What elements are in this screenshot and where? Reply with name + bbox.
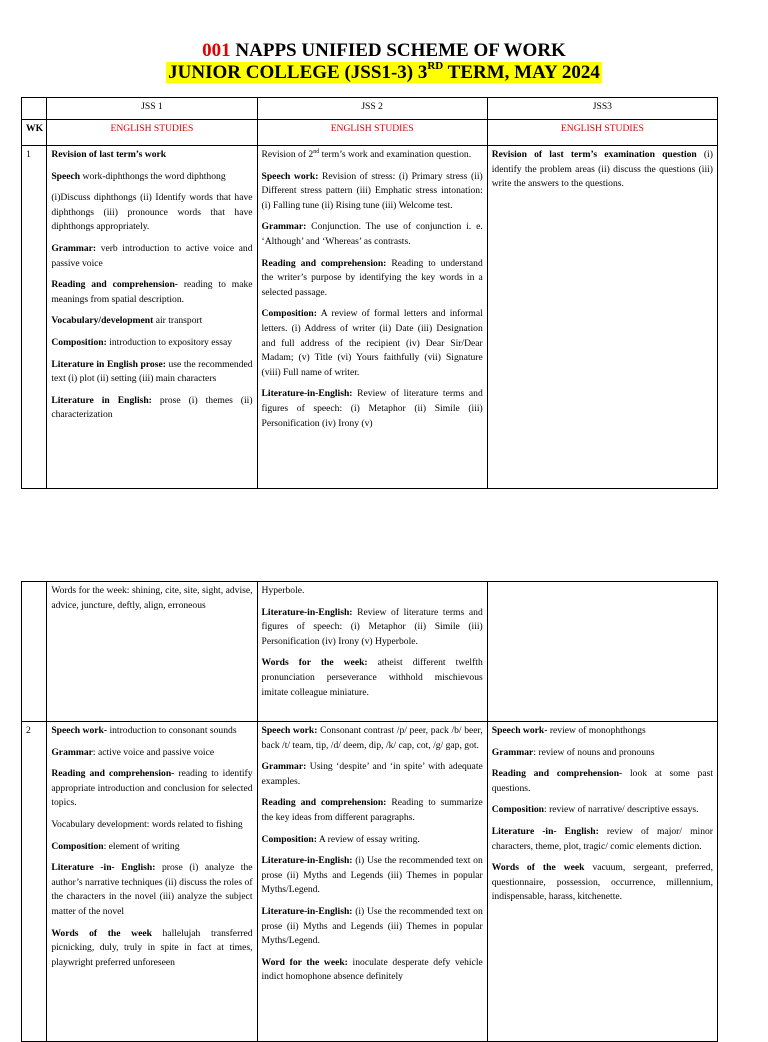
topic-heading: Word for the week:	[261, 956, 348, 968]
topic-text: Hyperbole.	[261, 585, 305, 596]
topic-paragraph	[51, 278, 252, 307]
topic-paragraph	[262, 854, 483, 898]
topic-paragraph	[262, 724, 483, 753]
topic-text: air transport	[153, 315, 203, 327]
topic-text: : active voice and passive voice	[92, 746, 215, 758]
topic-paragraph	[492, 724, 713, 739]
topic-paragraph	[51, 148, 252, 163]
topic-heading: Grammar:	[51, 242, 97, 254]
topic-paragraph	[51, 861, 252, 919]
topic-heading: Speech	[51, 170, 81, 182]
topic-text: Revision of stress: (i) Primary stress (ii) Different stress pattern (iii) Emphatic stress intonation: (i) Falling tune (ii) Rising tune (iii) Welcome test.	[261, 170, 483, 211]
subject-row	[22, 120, 718, 146]
topic-heading: Reading and comprehension:	[261, 257, 387, 269]
wk-header: WK	[22, 120, 47, 146]
topic-paragraph	[262, 796, 483, 825]
scheme-table-page1	[21, 97, 718, 489]
topic-text: (i) Use the recommended text on prose (ii) Myths and Legends (iii) Themes in popular Myths/Legend.	[261, 855, 483, 896]
week1-jss1-content	[47, 146, 257, 489]
topic-heading: Words of the week	[51, 927, 152, 939]
week1-jss2-content	[257, 146, 487, 489]
topic-heading: Literature -in- English:	[51, 862, 156, 874]
topic-heading: Revision of last term’s work	[51, 149, 167, 160]
topic-paragraph	[262, 170, 483, 214]
topic-paragraph	[262, 905, 483, 949]
topic-paragraph	[262, 606, 483, 650]
topic-paragraph	[262, 760, 483, 789]
title-number: 001	[202, 40, 231, 61]
topic-paragraph	[51, 746, 252, 761]
topic-text: hallelujah transferred picnicking, duly, truly in spite in fact at times, playwright preferred unforeseen	[51, 927, 253, 968]
topic-heading: Literature -in- English:	[491, 825, 599, 837]
topic-heading: Literature in English prose:	[51, 358, 166, 370]
topic-heading: Words of the week	[491, 862, 585, 874]
topic-text: (i) identify the problem areas (ii) discuss the questions (iii) write the answers to the questions.	[491, 149, 713, 190]
document-title	[0, 40, 768, 62]
topic-paragraph	[51, 242, 252, 271]
week-row-continued	[22, 582, 718, 722]
topic-heading: Speech work:	[261, 170, 319, 182]
topic-paragraph	[262, 833, 483, 848]
topic-heading: Composition	[491, 804, 544, 816]
topic-text: Reading to understand the writer’s purpose by identifying the key words in a selected passage.	[261, 257, 483, 298]
topic-text: : review of nouns and pronouns	[533, 746, 655, 758]
topic-paragraph	[262, 956, 483, 985]
topic-text: A review of formal letters and informal letters. (i) Address of writer (ii) Date (iii) Designation and full address of the recipient (iv) Dear Sir/Dear Madam; (v) Title (vi) Yours faithfully (vii) Signature (viii) Full name of writer.	[261, 308, 483, 378]
header-jss1: JSS 1	[47, 98, 257, 120]
topic-text: Review of literature terms and figures of speech: (i) Metaphor (ii) Simile (iii) Personification (iv) Irony (v)	[261, 388, 483, 429]
topic-heading: Literature-in-English:	[261, 606, 353, 618]
header-jss2: JSS 2	[257, 98, 487, 120]
subtitle-part-b: TERM, MAY 2024	[443, 62, 600, 83]
week-number: 2	[22, 722, 47, 1042]
header-jss3: JSS3	[487, 98, 717, 120]
topic-paragraph	[51, 724, 252, 739]
topic-paragraph	[262, 584, 483, 599]
week1-jss2-intro: Revision of 2nd term’s work and examination question.	[261, 149, 472, 160]
topic-heading: Speech work:	[261, 725, 318, 736]
topic-text: (i) Use the recommended text on prose (ii) Myths and Legends (iii) Themes in popular Myths/Legend.	[261, 905, 483, 947]
topic-paragraph	[492, 746, 713, 761]
week1-cont-jss3-content	[487, 582, 717, 722]
topic-heading: Literature-in-English:	[261, 855, 353, 867]
empty-wk-cell	[22, 582, 47, 722]
topic-paragraph	[492, 825, 713, 854]
week-row	[22, 146, 718, 489]
week-number: 1	[22, 146, 47, 489]
topic-paragraph	[51, 314, 252, 329]
topic-heading: Reading and comprehension:	[261, 797, 387, 809]
topic-text: Using ‘despite’ and ‘in spite’ with adequate examples.	[261, 761, 483, 787]
topic-text: Conjunction. The use of conjunction i. e. ‘Although’ and ‘Whereas’ as contrasts.	[261, 221, 483, 247]
topic-text: reading to make meanings from spatial description.	[51, 279, 253, 305]
topic-text: prose (i) themes (ii) characterization	[51, 394, 253, 421]
week-row	[22, 722, 718, 1042]
topic-heading: Vocabulary/development	[51, 315, 154, 327]
topic-paragraph	[262, 257, 483, 301]
topic-paragraph	[262, 220, 483, 249]
topic-text: A review of essay writing.	[316, 833, 420, 845]
topic-text: : review of narrative/ descriptive essays.	[544, 804, 699, 816]
topic-heading: Composition:	[261, 308, 317, 320]
week1-cont-jss2-content	[257, 582, 487, 722]
topic-text: reading to identify appropriate introduction and conclusion for selected topics.	[51, 768, 253, 809]
document-subtitle	[0, 62, 768, 84]
subtitle-superscript: RD	[427, 60, 444, 72]
topic-text: Consonant contrast /p/ peer, pack /b/ beer, back /t/ team, tip, /d/ deem, dip, /k/ cap, cot, /g/ gap, got.	[261, 725, 483, 751]
topic-text: Vocabulary development: words related to fishing	[51, 818, 243, 830]
topic-heading: Words for the week:	[261, 657, 368, 669]
topic-heading: Grammar:	[261, 761, 307, 773]
topic-text: Reading to summarize the key ideas from different paragraphs.	[261, 797, 483, 823]
topic-heading: Grammar:	[261, 221, 307, 233]
subject-jss1: ENGLISH STUDIES	[47, 120, 257, 146]
topic-text: look at some past questions.	[491, 768, 713, 794]
topic-heading: Reading and comprehension-	[51, 768, 175, 780]
empty-header-cell	[22, 98, 47, 120]
week1-jss2-list	[262, 170, 483, 432]
week2-jss1-content	[47, 722, 257, 1042]
topic-paragraph	[51, 191, 252, 235]
topic-text: (i)Discuss diphthongs (ii) Identify words that have diphthongs (iii) pronounce words that have diphthongs appropriately.	[51, 192, 253, 233]
topic-text: inoculate desperate defy vehicle indict homophone absence definitely	[261, 956, 483, 983]
topic-heading: Speech work-	[491, 725, 548, 736]
topic-text: introduction to consonant sounds	[107, 725, 237, 736]
topic-paragraph	[51, 358, 252, 387]
week2-jss3-content	[487, 722, 717, 1042]
topic-paragraph	[262, 656, 483, 700]
topic-text: review of major/ minor characters, theme, plot, tragic/ comic elements diction.	[491, 825, 713, 852]
topic-paragraph	[492, 148, 713, 192]
topic-text: introduction to expository essay	[106, 336, 233, 348]
topic-heading: Literature-in-English:	[261, 905, 353, 917]
topic-text: work-diphthongs the word diphthong	[80, 170, 226, 182]
topic-paragraph	[51, 927, 252, 971]
title-text: NAPPS UNIFIED SCHEME OF WORK	[230, 40, 566, 61]
topic-paragraph	[262, 387, 483, 431]
topic-text: prose (i) analyze the author’s narrative techniques (ii) discuss the roles of the characters in the novel (iii) analyze the subject matter of the novel	[51, 862, 253, 917]
subject-jss3: ENGLISH STUDIES	[487, 120, 717, 146]
topic-paragraph	[51, 394, 252, 423]
topic-text: atheist different twelfth pronunciation perseverance withhold mischievous imitate colleague miniature.	[261, 657, 483, 698]
topic-heading: Literature in English:	[51, 394, 152, 406]
topic-paragraph	[492, 861, 713, 905]
class-header-row	[22, 98, 718, 120]
topic-heading: Speech work-	[51, 725, 108, 736]
topic-paragraph	[492, 767, 713, 796]
topic-heading: Composition	[51, 840, 104, 852]
topic-heading: Grammar	[491, 746, 534, 758]
topic-paragraph	[51, 767, 252, 811]
subtitle-part-a: JUNIOR COLLEGE (JSS1-3) 3	[168, 62, 428, 83]
topic-paragraph	[51, 818, 252, 833]
topic-text: review of monophthongs	[547, 725, 646, 736]
week2-jss2-content	[257, 722, 487, 1042]
week1-jss3-content	[487, 146, 717, 489]
subtitle-highlight	[166, 62, 602, 83]
topic-text: Words for the week: shining, cite, site, sight, advise, advice, juncture, deftly, align, erroneous	[51, 585, 253, 611]
topic-text: Review of literature terms and figures of speech: (i) Metaphor (ii) Simile (iii) Personification (iv) Irony (v) Hyperbole.	[261, 606, 483, 647]
topic-text: verb introduction to active voice and passive voice	[51, 242, 253, 269]
topic-paragraph	[492, 803, 713, 818]
topic-heading: Composition:	[261, 833, 317, 845]
week1-cont-jss1-content	[47, 582, 257, 722]
topic-text: : element of writing	[103, 840, 180, 852]
topic-paragraph	[51, 336, 252, 351]
subject-jss2: ENGLISH STUDIES	[257, 120, 487, 146]
topic-text: vacuum, sergeant, preferred, questionnaire, possession, occurrence, millennium, indispensable, harass, kitchenette.	[491, 862, 713, 903]
scheme-table-page2	[21, 581, 718, 1042]
topic-heading: Grammar	[51, 746, 93, 758]
topic-heading: Reading and comprehension-	[491, 768, 623, 780]
topic-paragraph	[51, 170, 252, 185]
topic-paragraph	[51, 840, 252, 855]
topic-paragraph	[51, 584, 252, 613]
topic-heading: Reading and comprehension-	[51, 279, 178, 291]
topic-paragraph	[262, 307, 483, 380]
topic-heading: Composition:	[51, 336, 107, 348]
topic-text: use the recommended text (i) plot (ii) setting (iii) main characters	[51, 358, 253, 385]
topic-heading: Revision of last term’s examination question	[491, 149, 697, 160]
topic-heading: Literature-in-English:	[261, 388, 353, 400]
